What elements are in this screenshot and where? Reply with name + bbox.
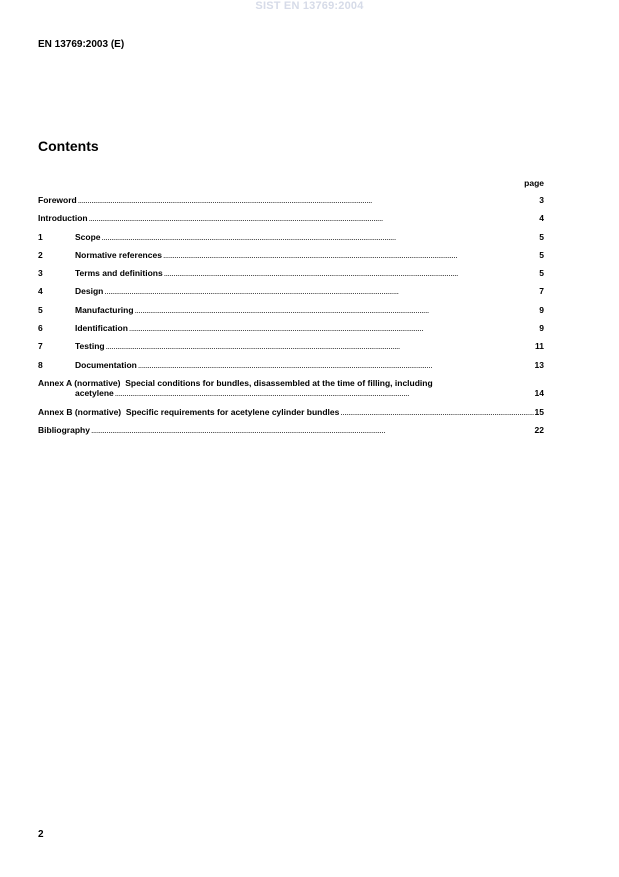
page-column-label: page: [524, 178, 544, 188]
toc-entry-number: 1: [38, 231, 43, 242]
toc-entry-page: 5: [539, 249, 544, 260]
toc-entry-number: 2: [38, 249, 43, 260]
toc-entry-testing[interactable]: [38, 341, 544, 359]
toc-entry-title: Testing: [75, 341, 105, 352]
toc-entry-documentation[interactable]: [38, 360, 544, 378]
toc-leader-dots: [164, 268, 539, 278]
toc-entry-title: Bibliography: [38, 425, 90, 436]
toc-entry-number: 7: [38, 341, 43, 352]
toc-entry-identification[interactable]: [38, 323, 544, 341]
toc-leader-dots: [163, 250, 538, 260]
toc-entry-annex-a[interactable]: [38, 378, 544, 407]
toc-entry-annex-b[interactable]: [38, 407, 544, 425]
contents-title: Contents: [38, 138, 99, 154]
toc-entry-title: Foreword: [38, 195, 77, 205]
toc-entry-page: 9: [539, 323, 544, 334]
toc-entry-normative-references[interactable]: [38, 250, 544, 268]
toc-entry-manufacturing[interactable]: [38, 305, 544, 323]
toc-entry-page: 5: [539, 231, 544, 242]
toc-entry-title: Documentation: [75, 359, 137, 370]
page-number: 2: [38, 829, 44, 840]
toc-entry-title-continued: acetylene: [75, 387, 114, 398]
toc-entry-page: 14: [534, 387, 544, 398]
toc-entry-title: Normative references: [75, 249, 162, 260]
toc-entry-title: Annex B (normative) Specific requirements for acetylene cylinder bundles: [38, 406, 340, 417]
toc-entry-terms-and-definitions[interactable]: [38, 268, 544, 286]
toc-entry-page: 4: [539, 213, 544, 224]
toc-entry-page: 22: [534, 425, 544, 436]
toc-entry-page: 7: [539, 286, 544, 297]
toc-entry-foreword[interactable]: [38, 195, 544, 213]
toc-entry-title: Manufacturing: [75, 304, 134, 315]
toc-leader-dots: [104, 286, 538, 296]
toc-leader-dots: [89, 213, 539, 223]
table-of-contents: [38, 195, 544, 444]
toc-entry-title: Identification: [75, 323, 128, 334]
toc-entry-number: 6: [38, 323, 43, 334]
toc-entry-introduction[interactable]: [38, 213, 544, 231]
toc-entry-bibliography[interactable]: [38, 425, 544, 443]
toc-entry-title: Scope: [75, 231, 101, 242]
toc-entry-title: Annex A (normative) Special conditions for bundles, disassembled at the time of filling, including: [38, 377, 433, 388]
toc-leader-dots: [91, 425, 534, 435]
toc-entry-design[interactable]: [38, 286, 544, 304]
toc-entry-number: 5: [38, 304, 43, 315]
toc-entry-page: 9: [539, 304, 544, 315]
toc-leader-dots: [135, 305, 539, 315]
watermark: SIST EN 13769:2004: [255, 0, 364, 12]
toc-leader-dots: [340, 407, 533, 417]
toc-entry-number: 3: [38, 268, 43, 279]
toc-entry-title: Terms and definitions: [75, 268, 163, 279]
toc-entry-title: Introduction: [38, 213, 88, 224]
toc-entry-page: 3: [539, 195, 544, 205]
toc-leader-dots: [138, 360, 534, 370]
toc-entry-title: Design: [75, 286, 104, 297]
toc-entry-page: 15: [534, 406, 544, 417]
toc-leader-dots: [78, 195, 539, 205]
toc-leader-dots: [102, 232, 539, 242]
toc-leader-dots: [115, 388, 534, 398]
toc-leader-dots: [129, 323, 538, 333]
toc-entry-page: 5: [539, 268, 544, 279]
toc-entry-number: 4: [38, 286, 43, 297]
toc-entry-page: 13: [534, 359, 544, 370]
toc-entry-page: 11: [535, 341, 544, 352]
toc-entry-scope[interactable]: [38, 232, 544, 250]
document-id: EN 13769:2003 (E): [38, 39, 125, 50]
toc-leader-dots: [106, 341, 534, 351]
toc-entry-number: 8: [38, 359, 43, 370]
